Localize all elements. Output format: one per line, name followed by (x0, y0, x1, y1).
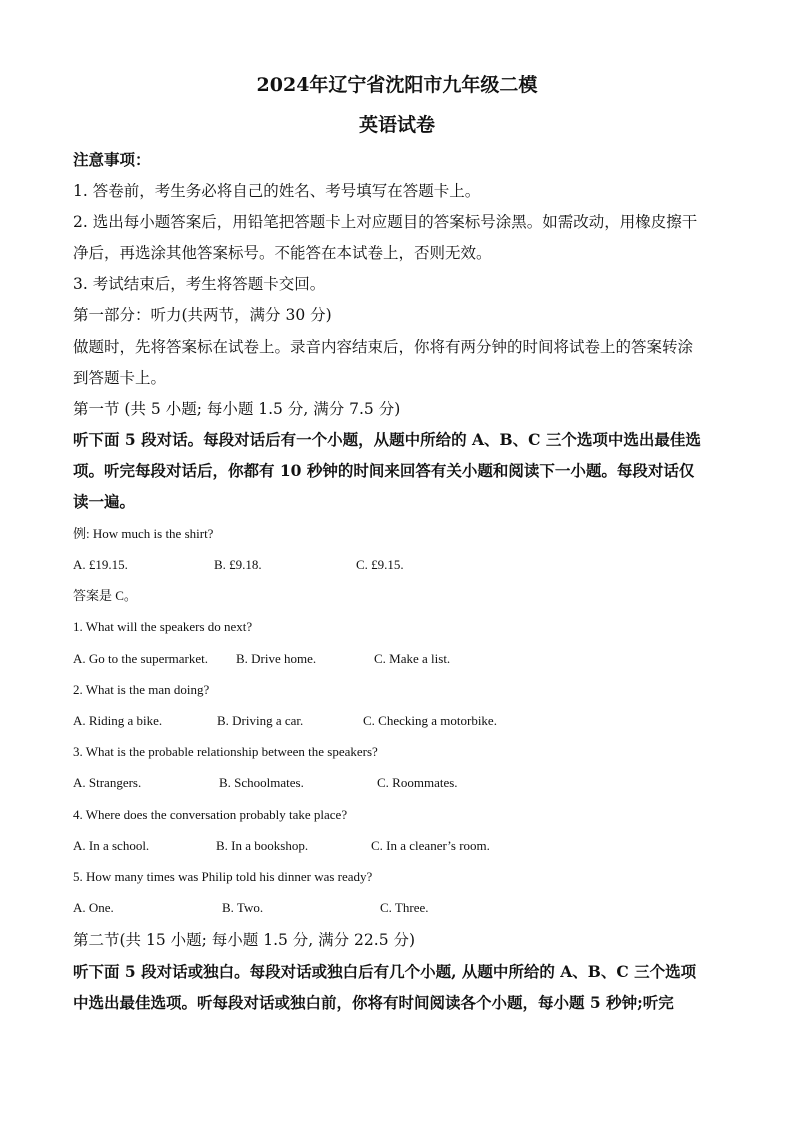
q5-option-a: A. One. (73, 900, 114, 915)
question-5: 5. How many times was Philip told his dinner was ready? (73, 869, 373, 884)
example-answer: 答案是 C。 (73, 588, 137, 603)
page-subtitle: 英语试卷 (358, 114, 435, 136)
q2-option-c: C. Checking a motorbike. (363, 713, 497, 728)
section2-instruction: 中选出最佳选项。听每段对话或独白前，你将有时间阅读各个小题，每小题 5 秒钟;听完 (73, 993, 674, 1012)
q2-option-a: A. Riding a bike. (73, 713, 163, 728)
part1-heading: 第一部分：听力(共两节，满分 30 分) (73, 306, 332, 324)
q5-option-c: C. Three. (380, 900, 429, 915)
example-question: 例: How much is the shirt? (73, 526, 214, 541)
note-item: 3. 考试结束后，考生将答题卡交回。 (73, 275, 326, 293)
note-item: 1. 答卷前，考生务必将自己的姓名、考号填写在答题卡上。 (73, 182, 481, 200)
notes-heading: 注意事项： (73, 150, 151, 169)
q1-option-a: A. Go to the supermarket. (73, 651, 209, 666)
example-option-a: A. £19.15. (73, 557, 128, 572)
page-title: 2024年辽宁省沈阳市九年级二模 (256, 74, 538, 96)
q2-option-b: B. Driving a car. (217, 713, 304, 728)
q3-option-b: B. Schoolmates. (219, 775, 304, 790)
example-option-b: B. £9.18. (214, 557, 262, 572)
section1-instruction: 项。听完每段对话后，你都有 10 秒钟的时间来回答有关小题和阅读下一小题。每段对话仅 (73, 461, 695, 480)
example-option-c: C. £9.15. (356, 557, 404, 572)
section1-instruction: 听下面 5 段对话。每段对话后有一个小题，从题中所给的 A、B、C 三个选项中选出最佳选 (73, 430, 701, 449)
note-item: 净后，再选涂其他答案标号。不能答在本试卷上，否则无效。 (73, 244, 492, 262)
section2-heading: 第二节(共 15 小题; 每小题 1.5 分, 满分 22.5 分) (73, 931, 416, 949)
q5-option-b: B. Two. (222, 900, 264, 915)
q4-option-b: B. In a bookshop. (216, 838, 309, 853)
part1-instruction: 到答题卡上。 (73, 369, 167, 387)
note-item: 2. 选出每小题答案后，用铅笔把答题卡上对应题目的答案标号涂黑。如需改动，用橡皮擦干 (73, 213, 698, 231)
section1-instruction: 读一遍。 (73, 492, 136, 511)
section2-instruction: 听下面 5 段对话或独白。每段对话或独白后有几个小题, 从题中所给的 A、B、C 三个选项 (73, 962, 697, 981)
question-2: 2. What is the man doing? (73, 682, 210, 697)
question-3: 3. What is the probable relationship between the speakers? (73, 744, 378, 759)
question-4: 4. Where does the conversation probably take place? (73, 807, 348, 822)
q3-option-a: A. Strangers. (73, 775, 142, 790)
q1-option-b: B. Drive home. (236, 651, 317, 666)
q1-option-c: C. Make a list. (374, 651, 451, 666)
q4-option-a: A. In a school. (73, 838, 150, 853)
part1-instruction: 做题时，先将答案标在试卷上。录音内容结束后，你将有两分钟的时间将试卷上的答案转涂 (73, 338, 694, 356)
section1-heading: 第一节 (共 5 小题; 每小题 1.5 分, 满分 7.5 分) (73, 400, 401, 418)
q3-option-c: C. Roommates. (377, 775, 458, 790)
q4-option-c: C. In a cleaner’s room. (371, 838, 490, 853)
question-1: 1. What will the speakers do next? (73, 619, 253, 634)
